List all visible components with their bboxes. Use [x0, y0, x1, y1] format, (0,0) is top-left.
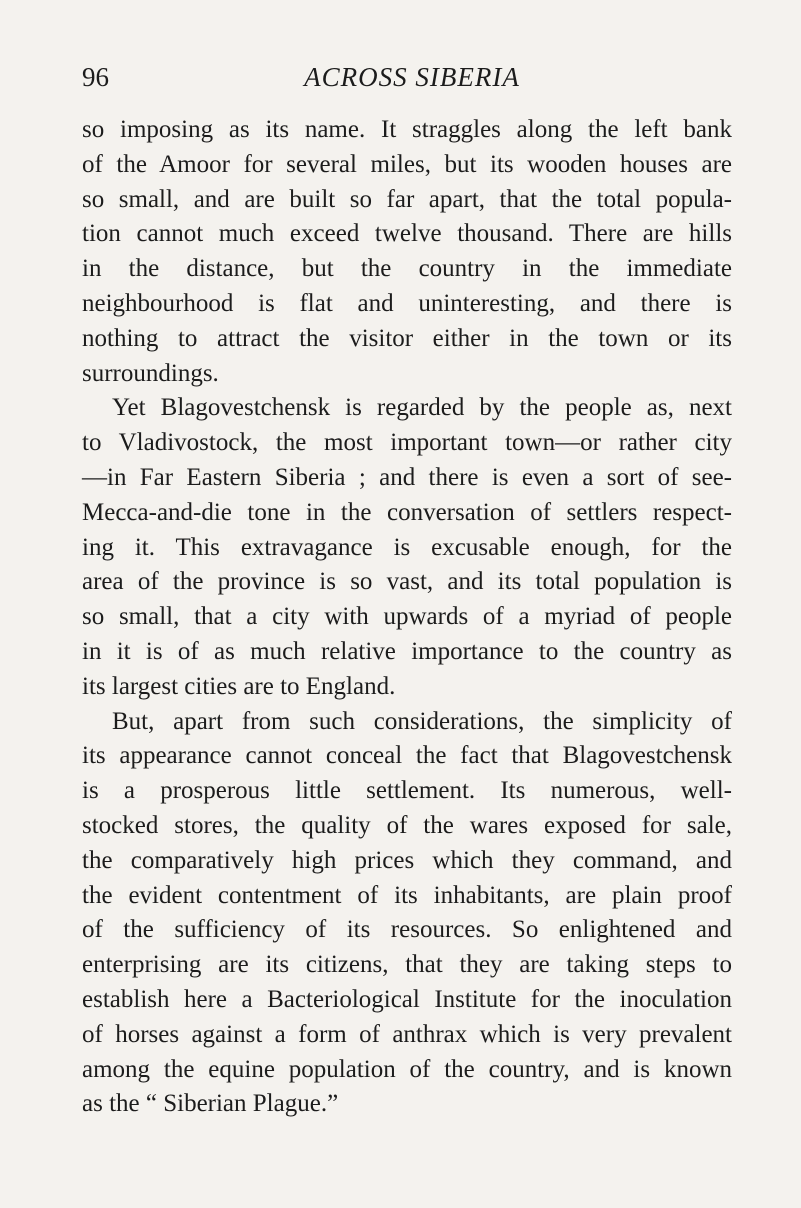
text-line: Yet Blagovestchensk is regarded by the people as, next — [112, 394, 732, 422]
text-line: Mecca-and-die tone in the conversation of settlers respect- — [82, 498, 732, 526]
text-line: of the Amoor for several miles, but its wooden houses are — [82, 150, 732, 178]
text-line: enterprising are its citizens, that they are taking steps to — [82, 951, 732, 979]
text-line: in the distance, but the country in the immediate — [82, 255, 732, 283]
body-text — [82, 113, 732, 1122]
text-line: ing it. This extravagance is excusable enough, for the — [82, 533, 732, 561]
text-line: surroundings. — [82, 359, 219, 387]
page-number: 96 — [82, 62, 109, 92]
text-line: so imposing as its name. It straggles along the left bank — [82, 116, 732, 143]
running-head — [82, 60, 732, 100]
text-line: of the sufficiency of its resources. So enlightened and — [82, 916, 732, 944]
text-line: stocked stores, the quality of the wares exposed for sale, — [82, 811, 732, 839]
text-line: so small, and are built so far apart, that the total popula- — [82, 185, 732, 213]
text-line: so small, that a city with upwards of a myriad of people — [82, 603, 732, 631]
text-line: among the equine population of the country, and is known — [82, 1055, 732, 1083]
text-line: its largest cities are to England. — [82, 672, 396, 700]
text-line: its appearance cannot conceal the fact that Blagovestchensk — [82, 742, 732, 770]
text-line: as the “ Siberian Plague.” — [82, 1090, 339, 1118]
running-title: ACROSS SIBERIA — [304, 62, 520, 92]
text-line: establish here a Bacteriological Institute for the inoculation — [82, 985, 732, 1013]
text-line: is a prosperous little settlement. Its numerous, well- — [82, 777, 732, 805]
text-line: in it is of as much relative importance to the country as — [82, 637, 732, 665]
text-line: But, apart from such considerations, the simplicity of — [112, 707, 732, 735]
text-line: the comparatively high prices which they command, and — [82, 846, 732, 874]
text-line: of horses against a form of anthrax which is very prevalent — [82, 1020, 732, 1048]
text-line: neighbourhood is flat and uninteresting, and there is — [82, 289, 732, 317]
text-line: to Vladivostock, the most important town—or rather city — [82, 429, 732, 457]
text-line: —in Far Eastern Siberia ; and there is even a sort of see- — [82, 463, 732, 491]
text-line: nothing to attract the visitor either in the town or its — [82, 324, 732, 352]
text-line: the evident contentment of its inhabitants, are plain proof — [82, 881, 732, 909]
text-line: area of the province is so vast, and its total population is — [82, 568, 732, 596]
text-line: tion cannot much exceed twelve thousand. There are hills — [82, 220, 732, 248]
